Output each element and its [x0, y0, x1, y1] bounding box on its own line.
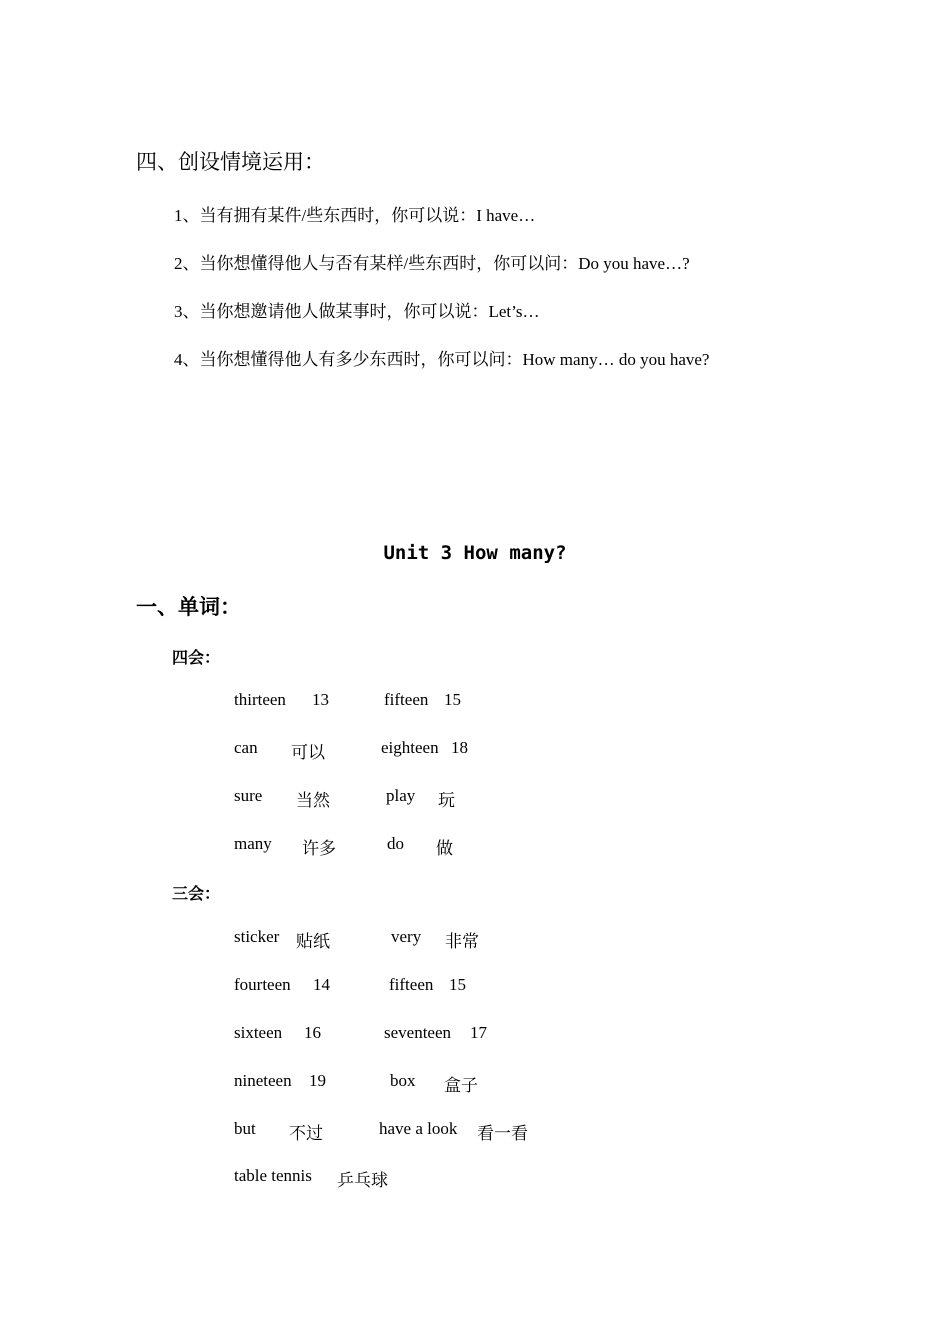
vocab-word: have a look [379, 1119, 458, 1138]
vocab-meaning: 15 [444, 690, 461, 709]
vocab-word: nineteen [234, 1071, 292, 1090]
unit-title: Unit 3 How many? [383, 542, 567, 564]
vocab-meaning: 盒子 [444, 1076, 478, 1095]
vocab-word: can [234, 738, 258, 757]
situation-item-1: 1、当有拥有某件/些东西时，你可以说：I have… [174, 206, 536, 225]
vocab-word: but [234, 1119, 256, 1138]
vocab-meaning: 19 [309, 1071, 326, 1090]
vocab-meaning: 贴纸 [296, 932, 330, 951]
vocab-word: many [234, 834, 272, 853]
section-heading-words: 一、单词： [136, 595, 241, 619]
vocab-word: fifteen [389, 975, 434, 994]
vocab-word: play [386, 786, 416, 805]
vocab-meaning: 不过 [289, 1124, 323, 1143]
vocab-word: table tennis [234, 1166, 312, 1185]
vocab-word: thirteen [234, 690, 286, 709]
vocab-meaning: 许多 [302, 839, 336, 858]
vocab-meaning: 当然 [296, 791, 330, 810]
vocab-meaning: 可以 [291, 743, 325, 762]
vocab-meaning: 13 [312, 690, 329, 709]
vocab-meaning: 玩 [438, 791, 455, 810]
situation-item-2: 2、当你想懂得他人与否有某样/些东西时，你可以问：Do you have…? [174, 254, 690, 273]
vocab-meaning: 乒乓球 [337, 1171, 388, 1190]
three-skill-label: 三会： [172, 884, 221, 903]
vocab-word: seventeen [384, 1023, 452, 1042]
vocab-word: sticker [234, 927, 280, 946]
vocab-word: sure [234, 786, 263, 805]
section-heading-situations: 四、创设情境运用： [136, 150, 325, 174]
vocab-word: box [390, 1071, 416, 1090]
vocab-meaning: 非常 [445, 932, 479, 951]
situation-item-3: 3、当你想邀请他人做某事时，你可以说：Let’s… [174, 302, 540, 321]
vocab-word: fourteen [234, 975, 291, 994]
vocab-word: do [387, 834, 404, 853]
vocab-word: very [391, 927, 422, 946]
four-skill-label: 四会： [172, 648, 221, 667]
vocab-word: sixteen [234, 1023, 283, 1042]
situation-item-4: 4、当你想懂得他人有多少东西时，你可以问：How many… do you have? [174, 350, 710, 369]
vocab-word: eighteen [381, 738, 439, 757]
vocab-meaning: 14 [313, 975, 330, 994]
vocab-meaning: 17 [470, 1023, 487, 1042]
vocab-meaning: 15 [449, 975, 466, 994]
vocab-meaning: 16 [304, 1023, 321, 1042]
vocab-word: fifteen [384, 690, 429, 709]
vocab-meaning: 做 [436, 839, 453, 858]
vocab-meaning: 看一看 [477, 1124, 528, 1143]
vocab-meaning: 18 [451, 738, 468, 757]
